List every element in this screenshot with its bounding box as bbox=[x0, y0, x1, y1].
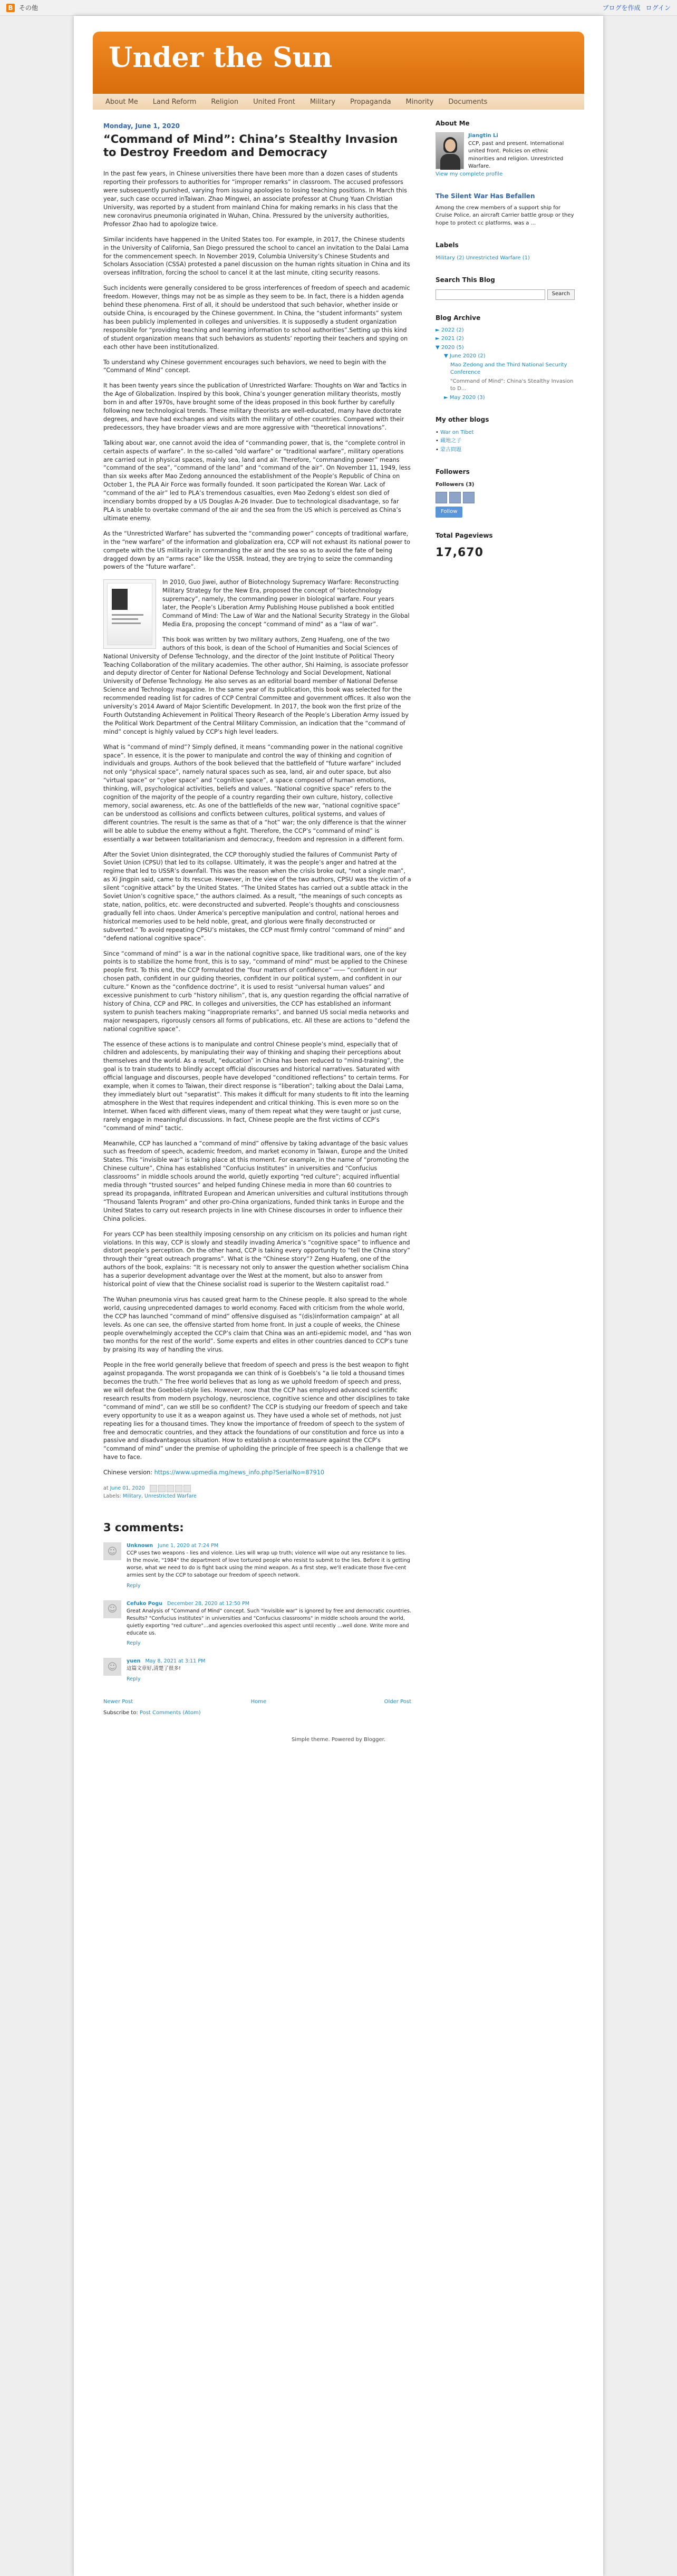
blog-archive-widget bbox=[436, 314, 575, 402]
blog-title[interactable]: Under the Sun bbox=[109, 42, 333, 74]
post-timestamp-link[interactable]: June 01, 2020 bbox=[110, 1485, 145, 1492]
other-blog-link[interactable]: 藏地之子 bbox=[440, 438, 462, 444]
post-paragraph: For years CCP has been stealthily imposing censorship on any criticism on its policies and human right violations. In this way, CCP is slowly and steadily invading America’s “cognitive space” to influence and distort people’s perception. On the other hand, CCP is taking every opportunity to “tell the China story” through their “great outreach programs”. What is the “Chinese story”? Zeng Huafeng, one of the authors of the book, explains: “It is necessary not only to answer the question whether socialism China has a superior development advantage over the West at the moment, but also to answer from historical point of view that the Chinese socialist road is superior to the Western capitalist road.” bbox=[103, 1230, 410, 1288]
post-paragraph: In the past few years, in Chinese universities there have been more than a dozen cases of students reporting their professors to authorities for “improper remarks” in classroom. The accused professors were subsequently punished, varying from issuing apologies to losing teaching positions. In March this year, such case occurred inTaiwan. Zhao Mingwei, an associate professor at Chung Yuan Christian University, was reported by a student from mainland China for making remarks in his class that the new coronavirus pneumonia originated in Wuhan, China. Pressured by the university authorities, Professor Zhao had to apologize twice. bbox=[103, 170, 407, 228]
archive-year-2020[interactable]: ▼ 2020 (5) bbox=[436, 344, 464, 351]
followers-count: Followers (3) bbox=[436, 481, 475, 488]
comment-reply-link[interactable]: Reply bbox=[127, 1676, 141, 1683]
subscribe-link[interactable]: Post Comments (Atom) bbox=[139, 1710, 201, 1716]
post-paragraph: As the “Unrestricted Warfare” has subverted the “commanding power” concepts of traditional warfare, in the “new warfare” of the information and globalization era, CCP will not exhaust its national power to compete with the US militarily in commanding the air and the sea so as to avoid the fate of being dragged down by an “arms race” like the USSR. Instead, they are trying to seize the commanding powers of the “future warfare”. bbox=[103, 530, 410, 571]
tab-about-me[interactable]: About Me bbox=[105, 98, 138, 106]
post-footer bbox=[103, 1484, 411, 1500]
comment bbox=[103, 1658, 411, 1683]
page-tabs bbox=[93, 94, 584, 110]
pinterest-share-icon[interactable] bbox=[183, 1485, 191, 1492]
comment-reply-link[interactable]: Reply bbox=[127, 1582, 141, 1589]
featured-post-snippet: Among the crew members of a support ship for Cruise Police, an aircraft Carrier battle group or they hope to protect cc platforms, was a ... bbox=[436, 205, 574, 226]
view-profile-link[interactable]: View my complete profile bbox=[436, 171, 503, 177]
comment-reply-link[interactable]: Reply bbox=[127, 1640, 141, 1647]
post-paragraph: The essence of these actions is to manipulate and control Chinese people’s mind, especially that of children and adolescents, by manipulating their way of thinking and shaping their perceptions about themselves and the world. As a result, “education” in China has been reduced to “mind-training”, the goal is to train students to blindly accept official discourses and historical narratives. Saturated with official language and discourses, people have developed “conditioned reflections” to certain terms. For example, when it comes to Taiwan, their direct response is “liberation”; talking about the Dalai Lama, they immediately blurt out “separatist”. This makes it difficult for many students to fit into the learning atmosphere in the West that requires independent and critical thinking. This is even more so on the Internet. When faced with different views, many of them repeat what they were taught or just curse, rarely engage in meaningful discussions. In fact, Chinese people are the first victims of CCP’s “command of mind” tactic. bbox=[103, 1041, 409, 1132]
search-input[interactable] bbox=[436, 289, 545, 300]
blogger-logo-icon[interactable]: B bbox=[6, 4, 15, 12]
post-labels-links[interactable]: Military, Unrestricted Warfare bbox=[122, 1493, 197, 1500]
post-paragraph: Similar incidents have happened in the United States too. For example, in 2017, the Chinese students in the University of California, San Diego pressured the school to cancel an invitation to the Dalai Lama for the commencement speech. In November 2019, Columbia University’s Chinese Students and Scholars Association (CSSA) protested a panel discussion on the human rights situation in China and its overseas infiltration, forcing the school to cancel it at the last minute, citing security reasons. bbox=[103, 236, 410, 277]
profile-photo[interactable] bbox=[436, 132, 464, 169]
archive-post-current: "Command of Mind": China's Stealthy Invasion to D... bbox=[450, 378, 574, 392]
sidebar bbox=[420, 119, 584, 1716]
comment-body bbox=[127, 1542, 411, 1589]
comment-avatar-icon: ☺ bbox=[103, 1658, 121, 1676]
post-body bbox=[103, 170, 411, 1477]
other-blog-link[interactable]: 蒙古問題 bbox=[440, 446, 462, 453]
about-me-title: About Me bbox=[436, 120, 470, 127]
follower-avatar-icon[interactable] bbox=[449, 492, 461, 503]
blog-header bbox=[93, 32, 584, 94]
create-blog-link[interactable]: ブログを作成 bbox=[602, 4, 641, 12]
search-row bbox=[436, 289, 575, 300]
comment-avatar-icon: ☺ bbox=[103, 1600, 121, 1618]
post-paragraph: Such incidents were generally considered to be gross interferences of freedom of speech and academic freedom. However, things may not be as simple as they seem to be. In fact, there is a hidden agenda behind these phenomena. First of all, it should be understood that such behavior, whether inside or outside China, is encouraged by the Chinese government. In China, the “student informants” system has been publicly implemented in colleges and universities. It is supposedly a student organization responsible for “providing teaching and learning information to school authorities”.Setting up this kind of student organization means that such behaviors as students’ reporting their teachers and spying on each other have been institutionalized. bbox=[103, 285, 410, 351]
comments-title: 3 comments: bbox=[103, 1521, 184, 1534]
archive-post-link[interactable]: Mao Zedong and the Third National Security Conference bbox=[450, 362, 567, 376]
archive-year-2021[interactable]: ► 2021 (2) bbox=[436, 336, 464, 342]
followers-title: Followers bbox=[436, 468, 470, 476]
search-button[interactable]: Search bbox=[547, 289, 575, 300]
home-link[interactable]: Home bbox=[250, 1699, 267, 1705]
post-paragraph: Meanwhile, CCP has launched a “command of mind” offensive by taking advantage of the basic values such as freedom of speech, academic freedom, and market economy in Taiwan, Europe and the United States. This “invisible war” is taking place at this moment. For example, in the name of “promoting the Chinese culture”, China has established “Confucius Institutes” in universities and “Confucius classrooms” in middle schools around the world, quietly exporting “red culture”; acquired influential media through “trusted sources” and helped funding Chinese media in more than 60 countries to spread its propaganda, infiltrated European and American universities and cultural institutions through “Thousand Talents Program” and other pro-China organizations, funded think tanks in Europe and the United States to carry out research projects in line with Chinese discourses in order to influence their China policies. bbox=[103, 1140, 409, 1222]
featured-post-widget bbox=[436, 192, 575, 227]
post-paragraph: This book was written by two military authors, Zeng Huafeng, one of the two authors of this book, is dean of the School of Humanities and Social Sciences of National University of Defense Technology, and the director of the Joint Institute of Political Theory Teaching Collaboration of the military academies. The other author, Shi Haiming, is associate professor and deputy director of Center for National Defense Technology and Social Development, National University of Defense Technology. He also serves as an editorial board member of National Defense Science and Technology magazine. In the same year of its publication, this book was selected for the recommended reading list for cadres of CCP Central Committee and government offices. It also won the university’s 2014 Award of Major Scientific Development. In 2017, the book won the first prize of the Fourth Outstanding Achievement in Political Theory Research of the People’s Liberation Army issued by the Political Work Department of the Central Military Commission, an indication that the “command of mind” concept is highly valued by CCP’s high level leaders. bbox=[103, 636, 411, 735]
labels-list[interactable]: Military (2) Unrestricted Warfare (1) bbox=[436, 255, 530, 261]
search-title: Search This Blog bbox=[436, 276, 495, 284]
comment-body bbox=[127, 1658, 205, 1683]
pageviews-title: Total Pageviews bbox=[436, 531, 493, 539]
archive-year-2022[interactable]: ► 2022 (2) bbox=[436, 327, 464, 333]
post-paragraph: Talking about war, one cannot avoid the idea of “commanding power, that is, the “complete control in certain aspects of warfare”. In the so-called “old warfare” or “traditional warfare”, military operations are carried out in physical spaces, mainly sea, land and air. Therefore, “commanding power” means “command of the sea”, “command of the land” and “command of the air”. On November 11, 1949, less than six weeks after Mao Zedong announced the establishment of the People’s Republic of China on October 1, the PLA Air Force was formally founded. It soon participated the Korean War. Lack of “command of the air” led to PLA’s tremendous casualties, even Mao Zedong’s eldest son died of incendiary bombs dropped by a US Douglas A-26 Invader. Due to technological disadvantage, so far PLA is unable to overtake command of the air and the sea from the US which is perceived as China’s ultimate enemy. bbox=[103, 439, 411, 522]
search-widget bbox=[436, 276, 575, 299]
post-title[interactable]: “Command of Mind”: China’s Stealthy Invasion to Destroy Freedom and Democracy bbox=[103, 133, 398, 159]
comment bbox=[103, 1600, 411, 1647]
share-buttons bbox=[150, 1485, 191, 1492]
post-footer-line-2 bbox=[103, 1492, 411, 1500]
post-paragraph: In 2010, Guo Jiwei, author of Biotechnology Supremacy Warfare: Reconstructing Military Strategy for the New Era, proposed the concept of “biotechnology supremacy”, namely, the commanding power in biological warfare. Four years later, the People’s Liberation Army Publishing House published a book entitled Command of Mind: The Law of War and the National Security Strategy in the Global Media Era, proposing the concept “command of mind” as a “law of war”. bbox=[162, 579, 410, 628]
post-paragraph: What is “command of mind”? Simply defined, it means “commanding power in the national cognitive space”. In essence, it is the power to manipulate and control the way of thinking and cognition of individuals and groups. Authors of the book believed that the battlefield of “future warfare” included not only “physical space”, namely natural spaces such as sea, land, air and outer space, but also “virtual space” or “cyber space” and “cognitive space”, a space composed of human emotions, thinking, will, psychological activities, beliefs and values. “National cognitive space” refers to the cognition of the majority of the people of a country regarding their own culture, history, collective memory, social awareness, etc. As one of the battlefields of the new war, “national cognitive space” can be understood as collisions and conflicts between cultures, political systems, and values of different countries. The result is the same as that of a “hot” war; the only difference is that the winner will be able to subdue the enemy without a fight. Therefore, the CCP’s “command of mind” is essentially a war between totalitarianism and democracy, freedom and repression in a different form. bbox=[103, 743, 407, 843]
profile-description: CCP, past and present. International united front. Policies on ethnic minorities and religion. Unrestricted Warfare. bbox=[468, 140, 564, 170]
comment-text: CCP uses two weapons - lies and violence. Lies will wrap up truth; violence will wipe out any resistance to lies. In the movie, "1984" the department of love tortured people who resist to submit to the lies. Before it is getting worse, what we need to do is fight back using the mind weapon. As a first step, we'll eradicate those five-cent armies sent by the CCP to sabotage our freedom of speech network. bbox=[127, 1550, 410, 1579]
page-container bbox=[74, 16, 603, 2576]
comment-author[interactable]: Cefuko Pogu bbox=[127, 1600, 162, 1607]
followers-grid bbox=[436, 492, 575, 503]
post-paragraph: After the Soviet Union disintegrated, the CCP thoroughly studied the failures of Communist Party of Soviet Union (CPSU) that led to its collapse. Ultimately, it was the people’s anger and hatred at the regime that led to USSR’s downfall. This was the reason when the crisis broke out, “not a single man”, as Xi Jingpin said, came to its rescue. However, in the view of the two authors, CPSU was the victim of a silent “cognitive attack” by the United States. “The United States has carried out a subtle attack in the Soviet Union’s cognitive space,” the authors claimed. As a result, “the meanings of such concepts as state, nation, politics, etc. were deconstructed and subverted. People’s thoughts and consciousness gradually fell into chaos. Under America’s perceptive manipulation and control, national heroes and historical memories used to be held noble, great, and glorious were finally deconstructed or subverted.” To avoid repeating CPSU’s mistakes, the CCP must firmly control “command of mind” and “defend national cognitive space”. bbox=[103, 851, 411, 942]
newer-post-link[interactable]: Newer Post bbox=[103, 1699, 133, 1705]
comment-date[interactable]: December 28, 2020 at 12:50 PM bbox=[167, 1600, 250, 1607]
followers-widget bbox=[436, 468, 575, 517]
chinese-version-label: Chinese version: bbox=[103, 1469, 152, 1476]
follower-avatar-icon[interactable] bbox=[463, 492, 475, 503]
archive-month-june-2020[interactable]: ▼ June 2020 (2) bbox=[444, 353, 486, 359]
tab-documents[interactable]: Documents bbox=[448, 98, 488, 106]
post-paragraph: It has been twenty years since the publication of Unrestricted Warfare: Thoughts on War and Tactics in the Age of Globalization. Inspired by this book, China’s younger generation military theorists, mostly born in and after 1970s, have brought some of the ideas proposed in this book further by carefully following new technological trends. These military theorists are well-educated, many have doctorate degrees, and have had exchanges and visits with the military of other countries. Compared with their predecessors, they have broader views and are more aggressive with “theoretical innovations”. bbox=[103, 382, 407, 431]
comment-author[interactable]: Unknown bbox=[127, 1543, 153, 1549]
comment-body bbox=[127, 1600, 411, 1647]
tab-propaganda[interactable]: Propaganda bbox=[350, 98, 391, 106]
chinese-version-line bbox=[103, 1469, 411, 1477]
comment-date[interactable]: May 8, 2021 at 3:11 PM bbox=[145, 1658, 206, 1665]
footer-attribution: Simple theme. Powered by Blogger. bbox=[291, 1737, 386, 1743]
email-share-icon[interactable] bbox=[150, 1485, 157, 1492]
older-post-link[interactable]: Older Post bbox=[384, 1699, 411, 1705]
post-date: Monday, June 1, 2020 bbox=[103, 122, 180, 130]
twitter-share-icon[interactable] bbox=[167, 1485, 174, 1492]
pageviews-count: 17,670 bbox=[436, 546, 483, 560]
navbar-more-menu[interactable]: その他 bbox=[19, 4, 38, 12]
book-cover-image[interactable] bbox=[103, 579, 156, 649]
archive-list bbox=[436, 327, 575, 402]
comment-text: 這篇文章好,清楚了很多! bbox=[127, 1666, 181, 1672]
post-paragraph: The Wuhan pneumonia virus has caused great harm to the Chinese people. It also spread to the whole world, causing unprecedented damages to world economy. Faced with criticism from the whole world, the CCP has launched “command of mind” offensive disguised as “(dis)information campaign” at all levels. As one can see, the offensive started from home front. In just a couple of weeks, the Chinese people overwhelmingly accepted the CCP’s claim that China was an anti-epidemic model, and “has won two months for the rest of the world”. Some experts and elites in other countries danced to CCP’s tune by praising its way of handling the virus. bbox=[103, 1296, 411, 1354]
follow-button[interactable]: Follow bbox=[436, 507, 462, 518]
archive-title: Blog Archive bbox=[436, 314, 481, 322]
post-labels-label: Labels: bbox=[103, 1493, 121, 1500]
other-blogs-widget bbox=[436, 415, 575, 454]
post-paragraph: To understand why Chinese government encourages such behaviors, we need to begin with the “Command of Mind” concept. bbox=[103, 358, 386, 374]
facebook-share-icon[interactable] bbox=[175, 1485, 182, 1492]
tab-united-front[interactable]: United Front bbox=[253, 98, 295, 106]
post-footer-line-1 bbox=[103, 1484, 411, 1492]
comment-author[interactable]: yuen bbox=[127, 1658, 141, 1665]
featured-post-title[interactable]: The Silent War Has Befallen bbox=[436, 192, 535, 200]
blogger-navbar bbox=[0, 0, 677, 16]
other-blogs-list: • War on Tibet • 藏地之子 • 蒙古問題 bbox=[436, 429, 474, 453]
chinese-version-link[interactable]: https://www.upmedia.mg/news_info.php?SerialNo=87910 bbox=[154, 1469, 324, 1476]
book-cover-icon bbox=[107, 583, 152, 645]
about-text bbox=[468, 132, 575, 171]
labels-title: Labels bbox=[436, 241, 459, 249]
post-paragraph: Since “command of mind” is a war in the national cognitive space, like traditional wars, one of the key points is to stabilize the home front, this is to say, “command of mind” must be applied to the Chinese people first. To this end, the CCP formulated the “four matters of confidence” —— “confident in our chosen path, confident in our guiding theories, confident in our political system, and confident in our culture.” Known as the “confidence doctrine”, it is used to resist “universal human values” and excessive punishment to curb “history nihilism”, that is, any question regarding the official narrative of history of China, CCP and PRC. In colleges and universities, the CCP has established an informant system to punish teachers making “inappropriate remarks”, and banned US social media networks and major newspapers, rigorously censors all forms of publications, etc. All these are actions to “defend the national cognitive space”. bbox=[103, 950, 410, 1033]
tab-religion[interactable]: Religion bbox=[211, 98, 239, 106]
follower-avatar-icon[interactable] bbox=[436, 492, 447, 503]
comment-text: Great Analysis of "Command of Mind" concept. Such "invisible war" is ignored by free and democratic countries. Results? "Confucius institutes" in universities and "Confucius classrooms" in middle schools around the world, quietly exporting "red culture"...and agencies overlooked this aspect until recently ...well done. Write more and educate us. bbox=[127, 1608, 411, 1636]
login-link[interactable]: ログイン bbox=[645, 4, 671, 12]
about-row bbox=[436, 132, 575, 171]
content-columns bbox=[93, 119, 584, 1716]
comment-date[interactable]: June 1, 2020 at 7:24 PM bbox=[158, 1543, 219, 1549]
post-footer-at: at bbox=[103, 1485, 109, 1492]
subscribe-line bbox=[103, 1710, 411, 1716]
pageviews-widget bbox=[436, 531, 575, 561]
tab-military[interactable]: Military bbox=[310, 98, 336, 106]
post-paragraph: People in the free world generally believe that freedom of speech and press is the best weapon to fight against propaganda. The worst propaganda we can think of is Goebbels’s “a lie told a thousand times becomes the truth.” The free world believes that as long as we uphold freedom of speech and press, we will defeat the Goebbel-style lies. However, now that the CCP has employed advanced scientific research results from modern psychology, neuroscience, cognitive science and other disciplines to take “command of mind”, can we still be so confident? The CCP is studying our freedom of speech and take every opportunity to use it as a weapon against us. They have used a whole set of methods, not just repeating lies for a thousand times. They know the importance of freedom of speech to the system of free and democratic countries, and they attack the foundations of our constitution and force us into a passive and disadvantageous situation. How to establish a countermeasure against the CCP’s “command of mind” under the premise of upholding the principle of free speech is a challenge that we have to face. bbox=[103, 1362, 410, 1461]
navbar-right bbox=[603, 3, 671, 12]
navbar-left bbox=[6, 3, 38, 12]
profile-name[interactable]: Jiangtin Li bbox=[468, 133, 498, 139]
archive-month-may-2020[interactable]: ► May 2020 (3) bbox=[444, 394, 485, 401]
tab-minority[interactable]: Minority bbox=[405, 98, 434, 106]
subscribe-label: Subscribe to: bbox=[103, 1710, 138, 1716]
comment-avatar-icon: ☺ bbox=[103, 1542, 121, 1560]
tab-land-reform[interactable]: Land Reform bbox=[152, 98, 197, 106]
main-column bbox=[93, 119, 420, 1716]
other-blogs-title: My other blogs bbox=[436, 416, 489, 424]
blogthis-share-icon[interactable] bbox=[158, 1485, 166, 1492]
about-me-widget bbox=[436, 119, 575, 178]
other-blog-link[interactable]: War on Tibet bbox=[440, 429, 474, 435]
comment bbox=[103, 1542, 411, 1589]
labels-widget bbox=[436, 241, 575, 262]
blog-pager bbox=[103, 1699, 411, 1705]
